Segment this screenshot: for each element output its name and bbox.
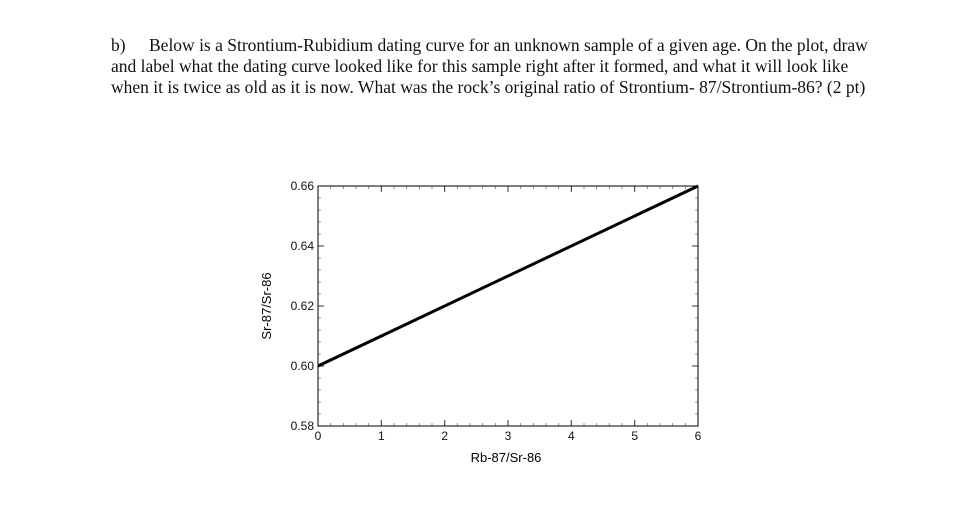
x-tick-label: 2 [441,429,449,443]
x-tick-label: 4 [567,429,575,443]
series-layer [318,186,698,366]
major-ticks [318,186,698,426]
question-label: b) [111,35,126,55]
series-line-isochron [318,186,698,366]
y-tick-label: 0.66 [290,179,314,193]
y-tick-label: 0.64 [290,239,314,253]
x-tick-label: 5 [631,429,639,443]
y-tick-label: 0.60 [290,359,314,373]
x-tick-label: 3 [504,429,512,443]
x-tick-label: 6 [694,429,702,443]
x-tick-label: 0 [314,429,322,443]
minor-ticks [318,186,698,426]
y-tick-label: 0.58 [290,419,314,433]
y-axis-label: Sr-87/Sr-86 [259,272,274,340]
x-axis-label: Rb-87/Sr-86 [470,450,542,465]
y-tick-labels [291,179,315,433]
y-tick-label: 0.62 [290,299,314,313]
x-tick-label: 1 [377,429,385,443]
plot-frame [318,186,698,426]
x-tick-labels [315,429,702,443]
question-body: Below is a Strontium-Rubidium dating curve for an unknown sample of a given age. On the plot, draw and label what the dating curve looked like for this sample right after it formed, and what it will look like when it is twice as old as it is now. What was the rock’s original ratio of Strontium- 87/Strontium-86? (2 pt) [111,35,868,97]
